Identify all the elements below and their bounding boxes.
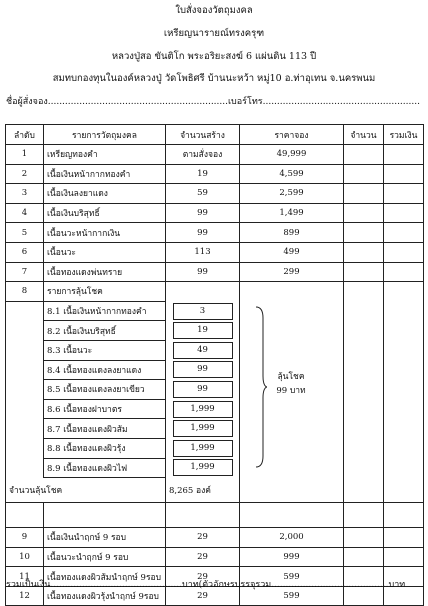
lucky-item-row [6,399,424,419]
row-qty-input[interactable] [344,321,384,341]
row-total-input[interactable] [384,528,424,548]
table-row [6,528,424,548]
row-made: ตามสั่งจอง [166,145,240,165]
row-qty-input[interactable] [344,184,384,204]
row-total-input[interactable] [384,164,424,184]
lucky-item-qty: 1,999 [173,420,233,437]
row-item: เนื้อทองแดงพ่นทราย [44,262,166,282]
monk-name: หลวงปู่สอ ขันติโก พระอริยะสงฆ์ 6 แผ่นดิน 113 ปี [111,51,317,62]
row-qty-input[interactable] [344,203,384,223]
row-qty-input[interactable] [344,223,384,243]
row-total-input[interactable] [384,399,424,419]
table-row [6,242,424,262]
row-total-input[interactable] [384,242,424,262]
row-item: เหรียญทองคำ [44,145,166,165]
row-qty-input[interactable] [344,360,384,380]
row-qty-input[interactable] [344,528,384,548]
lucky-item-row [6,438,424,458]
table-header-row [6,125,424,145]
col-header-qty: จำนวน [344,125,384,145]
row-made: 29 [166,586,240,606]
row-qty-input[interactable] [344,242,384,262]
lucky-item-qty: 19 [173,322,233,339]
row-item: เนื้อทองแดงผิวส้มนำฤกษ์ 9รอบ [44,567,166,587]
row-total-input[interactable] [384,145,424,165]
lucky-item: 8.4 เนื้อทองแดงลงยาแดง [44,360,166,380]
col-header-total: รวมเงิน [384,125,424,145]
row-qty-input[interactable] [344,458,384,478]
lucky-item-qty: 3 [173,303,233,320]
lucky-item: 8.2 เนื้อเงินบริสุทธิ์ [44,321,166,341]
row-qty-input[interactable] [344,301,384,321]
row-price: 49,999 [240,145,344,165]
row-no: 4 [6,203,44,223]
col-header-price: ราคาจอง [240,125,344,145]
row-item: เนื้อนวะนำฤกษ์ 9 รอบ [44,547,166,567]
col-header-item: รายการวัตถุมงคล [44,125,166,145]
row-item: เนื้อนวะหน้ากากเงิน [44,223,166,243]
row-qty-input[interactable] [344,262,384,282]
row-made: 113 [166,242,240,262]
row-price: 599 [240,586,344,606]
row-no: 7 [6,262,44,282]
row-qty-input[interactable] [344,399,384,419]
row-no: 11 [6,567,44,587]
lucky-item-qty: 99 [173,361,233,378]
row-price: 299 [240,262,344,282]
row-total-input[interactable] [384,380,424,400]
lucky-total-label: จำนวนลุ้นโชค [6,478,166,503]
row-item: เนื้อเงินลงยาแดง [44,184,166,204]
lucky-item-row [6,458,424,478]
row-qty-input[interactable] [344,438,384,458]
grand-total-field[interactable]: รวมเป็นเงิน..............................................บาท(ตัวอักษรบรรจุรวม.........................................บาท [6,580,406,590]
row-total-input[interactable] [384,419,424,439]
row-no: 3 [6,184,44,204]
row-no: 9 [6,528,44,548]
table-row [6,547,424,567]
order-table [5,124,424,606]
lucky-item-row [6,321,424,341]
row-no: 2 [6,164,44,184]
row-qty-input[interactable] [344,164,384,184]
row-item: เนื้อเงินนำฤกษ์ 9 รอบ [44,528,166,548]
row-qty-input[interactable] [344,419,384,439]
row-qty-input[interactable] [344,145,384,165]
lucky-item-qty: 1,999 [173,440,233,457]
lucky-section-header-row [6,282,424,302]
row-qty-input[interactable] [344,340,384,360]
row-price: 2,000 [240,528,344,548]
row-qty-input[interactable] [344,547,384,567]
row-made: 29 [166,528,240,548]
lucky-item-qty: 1,999 [173,459,233,476]
lucky-item-row [6,380,424,400]
temple-place: สมทบกองทุนในองค์หลวงปู่ วัดโพธิศรี บ้านนะหว้า หมู่10 อ.ท่าอุเทน จ.นครพนม [52,73,376,84]
table-row [6,145,424,165]
row-total-input[interactable] [384,262,424,282]
row-price: 999 [240,547,344,567]
orderer-name-phone-field[interactable]: ชื่อผู้สั่งจอง...............................................................เบอร์โทร....................................................... [6,97,420,107]
row-no: 12 [6,586,44,606]
lucky-item-qty: 49 [173,342,233,359]
lucky-item-qty: 99 [173,381,233,398]
lucky-item-row [6,340,424,360]
row-made: 29 [166,547,240,567]
row-total-input[interactable] [384,340,424,360]
row-total-input[interactable] [384,321,424,341]
lucky-item: 8.1 เนื้อเงินหน้ากากทองคำ [44,301,166,321]
row-price: 2,599 [240,184,344,204]
lucky-note-price: 99 บาท [276,386,306,396]
row-price: 499 [240,242,344,262]
lucky-item: 8.6 เนื้อทองฝาบาตร [44,399,166,419]
table-spacer-row [6,503,424,528]
lucky-item-row [6,419,424,439]
row-no: 1 [6,145,44,165]
row-price: 899 [240,223,344,243]
table-row [6,223,424,243]
row-no: 8 [6,282,44,302]
lucky-total-row [6,478,424,503]
form-subtitle: เหรียญนารายณ์ทรงครุฑ [163,28,265,39]
row-made: 29 [166,567,240,587]
row-total-input[interactable] [384,438,424,458]
row-made: 59 [166,184,240,204]
row-item: เนื้อเงินบริสุทธิ์ [44,203,166,223]
row-price: 1,499 [240,203,344,223]
row-total-input[interactable] [384,301,424,321]
col-header-made: จำนวนสร้าง [166,125,240,145]
row-total-input[interactable] [384,203,424,223]
lucky-item: 8.3 เนื้อนวะ [44,340,166,360]
lucky-total-value: 8,265 องค์ [166,478,240,503]
row-made: 99 [166,223,240,243]
lucky-note-label: ลุ้นโชค [277,372,305,382]
lucky-section-label: รายการลุ้นโชค [44,282,166,302]
table-row [6,164,424,184]
row-made: 19 [166,164,240,184]
form-title: ใบสั่งจองวัตถุมงคล [175,5,253,16]
lucky-item: 8.7 เนื้อทองแดงผิวส้ม [44,419,166,439]
lucky-item-row [6,360,424,380]
lucky-item: 8.8 เนื้อทองแดงผิวรุ้ง [44,438,166,458]
row-made: 99 [166,262,240,282]
lucky-item: 8.9 เนื้อทองแดงผิวไฟ [44,458,166,478]
row-no: 5 [6,223,44,243]
row-item: เนื้อทองแดงผิวรุ้งนำฤกษ์ 9รอบ [44,586,166,606]
lucky-price-note [266,370,316,398]
row-total-input[interactable] [384,360,424,380]
row-item: เนื้อเงินหน้ากากทองคำ [44,164,166,184]
row-no: 10 [6,547,44,567]
row-total-input[interactable] [384,458,424,478]
lucky-item: 8.5 เนื้อทองแดงลงยาเขียว [44,380,166,400]
table-row [6,203,424,223]
col-header-no: ลำดับ [6,125,44,145]
row-total-input[interactable] [384,223,424,243]
lucky-item-row [6,301,424,321]
table-row [6,184,424,204]
row-made: 99 [166,203,240,223]
row-total-input[interactable] [384,547,424,567]
row-total-input[interactable] [384,184,424,204]
table-row [6,262,424,282]
row-qty-input[interactable] [344,380,384,400]
lucky-item-qty: 1,999 [173,401,233,418]
row-no: 6 [6,242,44,262]
row-price: 4,599 [240,164,344,184]
row-price: 599 [240,567,344,587]
row-item: เนื้อนวะ [44,242,166,262]
